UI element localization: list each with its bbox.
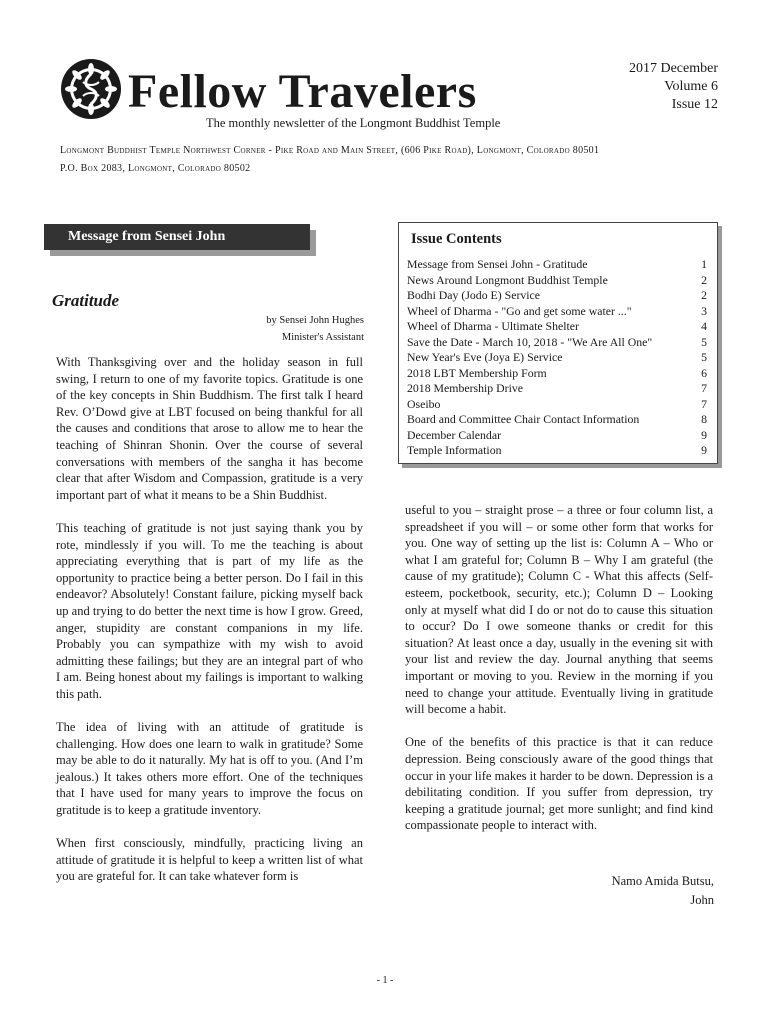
toc-item-page: 5 — [701, 334, 707, 349]
toc-item[interactable] — [407, 412, 707, 428]
toc-item-page: 1 — [701, 257, 707, 271]
article-signoff — [612, 872, 714, 910]
toc-item-page: 9 — [701, 443, 707, 457]
newsletter-title: Fellow Travelers — [128, 65, 477, 118]
toc-item[interactable] — [407, 381, 707, 397]
toc-item[interactable] — [407, 335, 707, 351]
toc-item-label: Oseibo — [407, 396, 441, 411]
article-left-column — [56, 354, 363, 902]
toc-item-label: Bodhi Day (Jodo E) Service — [407, 288, 541, 302]
temple-crest-icon — [60, 58, 122, 120]
toc-item-page: 7 — [701, 381, 707, 395]
toc-item-page: 2 — [701, 288, 707, 302]
toc-item-label: 2018 LBT Membership Form — [407, 365, 547, 380]
article-paragraph: useful to you – straight prose – a three or four column list, a spreadsheet if you will – or some other form that works for you. One way of setting up the list is: Column A – Who or what I am grateful for; Column B – Why I am grateful (the cause of my gratitude); Column C - What this affects (Self-esteem, pocketbook, security, etc.); Column D – Looking only at myself what did I do or not do to cause this situation to occur? Do I owe someone thanks or credit for this situation? At least once a day, usually in the evening sit with your list and review the day. Journal anything that seems important or moving to you. Review in the morning if you need to change your attitude. Eventually living in gratitude will become a habit. — [405, 503, 713, 717]
toc-item[interactable] — [407, 319, 707, 335]
toc-item[interactable] — [407, 428, 707, 444]
toc-item-label: Board and Committee Chair Contact Information — [407, 412, 640, 426]
toc-item-page: 8 — [701, 412, 707, 426]
toc-item[interactable] — [407, 304, 707, 320]
page-number: - 1 - — [376, 975, 394, 986]
toc-item-page: 9 — [701, 427, 707, 442]
toc-item-label: News Around Longmont Buddhist Temple — [407, 272, 608, 287]
section-header-label: Message from Sensei John — [44, 224, 310, 250]
issue-number: Issue 12 — [671, 97, 718, 112]
toc-item-page: 4 — [701, 319, 707, 333]
toc-item[interactable] — [407, 273, 707, 289]
article-byline — [266, 312, 364, 346]
toc-item[interactable] — [407, 443, 707, 459]
article-title: Gratitude — [52, 291, 120, 310]
byline-role: Minister's Assistant — [281, 332, 364, 343]
issue-contents-box — [398, 222, 718, 464]
issue-date: 2017 December — [628, 61, 718, 76]
toc-item[interactable] — [407, 257, 707, 273]
toc-item-label: New Year's Eve (Joya E) Service — [407, 350, 563, 364]
toc-item-page: 5 — [701, 350, 707, 364]
toc-item-page: 2 — [701, 272, 707, 287]
toc-item-page: 6 — [701, 365, 707, 380]
address-line-2: P.O. Box 2083, Longmont, Colorado 80502 — [60, 163, 251, 174]
toc-item-page: 3 — [701, 303, 707, 318]
signoff-line-2: John — [690, 893, 714, 907]
address-line-1: Longmont Buddhist Temple Northwest Corner - Pike Road and Main Street, (606 Pike Road), Longmont, Colorado 80501 — [60, 145, 600, 156]
toc-item-page: 7 — [701, 396, 707, 411]
section-header — [44, 224, 316, 256]
toc-item-label: Wheel of Dharma - "Go and get some water ..." — [407, 303, 632, 318]
toc-item-label: Wheel of Dharma - Ultimate Shelter — [407, 319, 579, 333]
article-paragraph: The idea of living with an attitude of gratitude is challenging. How does one learn to walk in gratitude? Some may be able to do it naturally. My hat is off to you. (And I’m jealous.) It takes others more effort. One of the techniques that I have used for many years to improve the focus on gratitude is to keep a gratitude inventory. — [56, 720, 363, 818]
article-right-column — [405, 502, 713, 850]
toc-item-label: Message from Sensei John - Gratitude — [407, 257, 588, 271]
toc-item-label: 2018 Membership Drive — [407, 381, 523, 395]
toc-item[interactable] — [407, 366, 707, 382]
article-paragraph: This teaching of gratitude is not just saying thank you by rote, mindlessly if you will. To me the teaching is about appreciating everything that is part of my life as the opportunity to practice being a better person. Do I fail in this endeavor? Absolutely! Constant failure, picking myself back up and trying to do better the next time is how I grow. Greed, anger, stupidity are constant companions in my life. Probably you can sympathize with my wish to avoid admitting these failings; but they are an integral part of who I am. Being honest about my failings is important to walking this path. — [56, 520, 363, 701]
signoff-line-1: Namo Amida Butsu, — [611, 874, 714, 888]
toc-list — [407, 257, 707, 459]
toc-item-label: Save the Date - March 10, 2018 - "We Are All One" — [407, 334, 653, 349]
article-paragraph: One of the benefits of this practice is that it can reduce depression. Being consciously aware of the good things that occur in your life makes it harder to be down. Depression is a debilitating condition. If you suffer from depression, try keeping a gratitude journal; get more sunlight; and find kind compassionate people to interact with. — [405, 735, 713, 833]
toc-item[interactable] — [407, 288, 707, 304]
toc-item[interactable] — [407, 397, 707, 413]
toc-item-label: December Calendar — [407, 427, 501, 442]
newsletter-tagline: The monthly newsletter of the Longmont Buddhist Temple — [206, 116, 501, 130]
byline-author: by Sensei John Hughes — [266, 315, 364, 326]
toc-item[interactable] — [407, 350, 707, 366]
issue-info — [629, 60, 718, 114]
article-paragraph: When first consciously, mindfully, practicing living an attitude of gratitude it is helpful to keep a written list of what you are grateful for. It can take whatever form is — [56, 836, 363, 884]
toc-item-label: Temple Information — [407, 443, 502, 457]
article-paragraph: With Thanksgiving over and the holiday season in full swing, I return to one of my favorite topics. Gratitude is one of the key concepts in Shin Buddhism. The first talk I heard Rev. O’Dowd give at LBT focused on being thankful for all the causes and conditions that arose to allow me to hear the teaching of Shinran Shonin. Over the course of several conversations with members of the sangha it has become clear that after Wisdom and Compassion, gratitude is a very important part of what it means to be a Shin Buddhist. — [56, 355, 363, 502]
toc-title: Issue Contents — [411, 231, 502, 247]
issue-volume: Volume 6 — [664, 79, 718, 94]
